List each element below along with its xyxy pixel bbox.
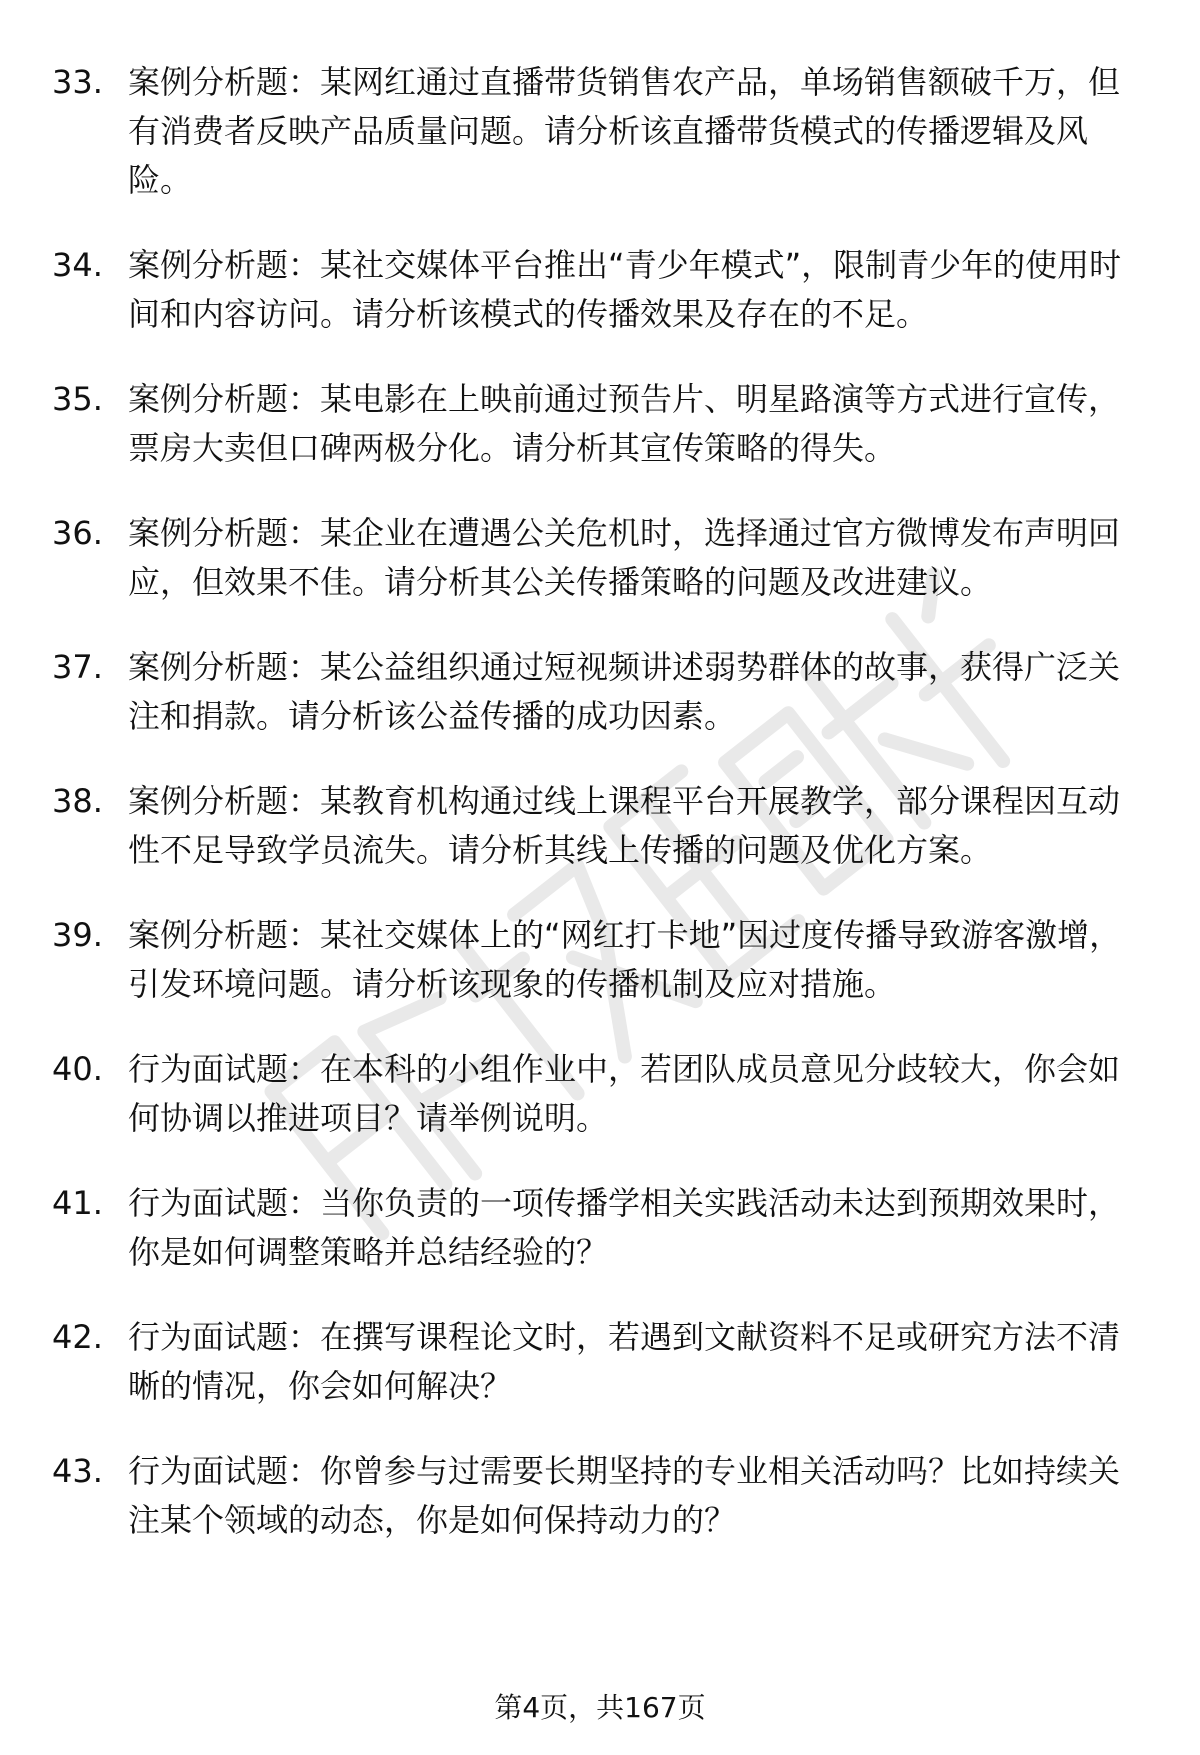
question-number: 36. — [52, 514, 103, 552]
question-item — [52, 1447, 1152, 1545]
question-item — [52, 58, 1152, 205]
question-item — [52, 375, 1152, 473]
page-footer: 第4页，共167页 — [494, 1691, 706, 1724]
question-item — [52, 509, 1152, 607]
question-text: 行为面试题：在撰写课程论文时，若遇到文献资料不足或研究方法不清晰的情况，你会如何解决？ — [128, 1318, 1121, 1405]
question-number: 37. — [52, 648, 103, 686]
question-item — [52, 911, 1152, 1009]
question-list — [52, 58, 1152, 1581]
question-item — [52, 1045, 1152, 1143]
question-text: 案例分析题：某社交媒体平台推出“青少年模式”，限制青少年的使用时间和内容访问。请分析该模式的传播效果及存在的不足。 — [128, 246, 1122, 333]
question-text: 行为面试题：当你负责的一项传播学相关实践活动未达到预期效果时，你是如何调整策略并总结经验的？ — [128, 1184, 1121, 1271]
question-number: 42. — [52, 1318, 103, 1356]
question-text: 行为面试题：你曾参与过需要长期坚持的专业相关活动吗？比如持续关注某个领域的动态，你是如何保持动力的？ — [128, 1452, 1121, 1539]
question-text: 案例分析题：某教育机构通过线上课程平台开展教学，部分课程因互动性不足导致学员流失。请分析其线上传播的问题及优化方案。 — [128, 782, 1121, 869]
question-item — [52, 1313, 1152, 1411]
question-number: 35. — [52, 380, 103, 418]
question-number: 34. — [52, 246, 103, 284]
question-text: 案例分析题：某电影在上映前通过预告片、明星路演等方式进行宣传，票房大卖但口碑两极分化。请分析其宣传策略的得失。 — [128, 380, 1121, 467]
question-item — [52, 241, 1152, 339]
question-item — [52, 643, 1152, 741]
question-item — [52, 777, 1152, 875]
question-number: 38. — [52, 782, 103, 820]
question-text: 案例分析题：某企业在遭遇公关危机时，选择通过官方微博发布声明回应，但效果不佳。请分析其公关传播策略的问题及改进建议。 — [128, 514, 1121, 601]
question-text: 案例分析题：某社交媒体上的“网红打卡地”因过度传播导致游客激增，引发环境问题。请分析该现象的传播机制及应对措施。 — [128, 916, 1122, 1003]
question-number: 33. — [52, 63, 103, 101]
question-text: 案例分析题：某网红通过直播带货销售农产品，单场销售额破千万，但有消费者反映产品质量问题。请分析该直播带货模式的传播逻辑及风险。 — [128, 63, 1121, 199]
question-text: 案例分析题：某公益组织通过短视频讲述弱势群体的故事，获得广泛关注和捐款。请分析该公益传播的成功因素。 — [128, 648, 1121, 735]
question-number: 40. — [52, 1050, 103, 1088]
question-text: 行为面试题：在本科的小组作业中，若团队成员意见分歧较大，你会如何协调以推进项目？请举例说明。 — [128, 1050, 1121, 1137]
question-number: 43. — [52, 1452, 103, 1490]
question-number: 39. — [52, 916, 103, 954]
question-item — [52, 1179, 1152, 1277]
question-number: 41. — [52, 1184, 103, 1222]
